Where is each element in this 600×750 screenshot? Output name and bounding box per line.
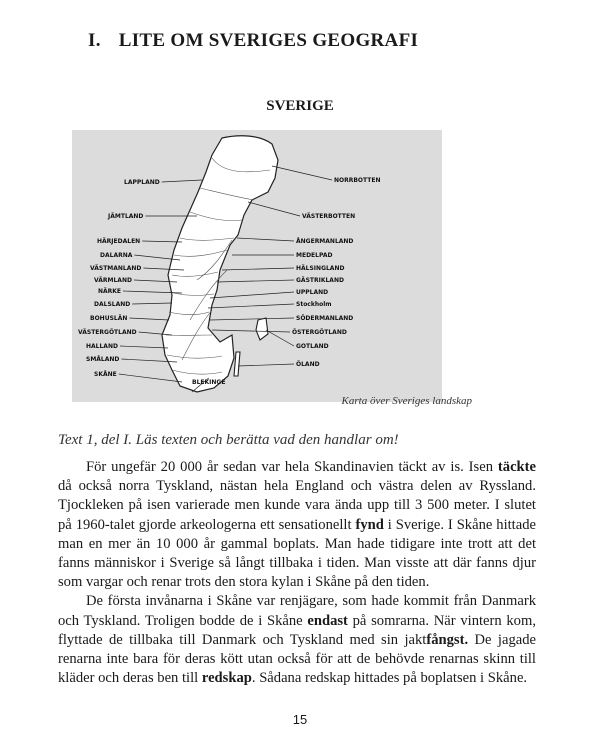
map-label-vasterbotten: VÄSTERBOTTEN — [302, 213, 356, 220]
p2-text-4: . Sådana redskap hittades på boplatsen i Skåne. — [251, 670, 528, 687]
map-label-dalarna: DALARNA — [100, 252, 133, 259]
map-label-lappland: LAPPLAND — [124, 179, 160, 186]
map-leader-skane — [119, 374, 182, 382]
map-caption: Karta över Sveriges landskap — [341, 395, 472, 407]
map-label-halland: HALLAND — [86, 343, 118, 350]
map-leader-vasterbotten — [248, 202, 300, 216]
map-label-gotland: GOTLAND — [296, 343, 329, 350]
map-label-blekinge: BLEKINGE — [192, 379, 226, 386]
map-label-halsingland: HÄLSINGLAND — [296, 265, 345, 272]
paragraph-1 — [58, 458, 536, 592]
p1-text-3: i Sverige. I Skåne hittade man en mer än 10 000 år gammal boplats. Man hade tidigare inte trott att det fanns människor i Sverige så långt tillbaka i tiden. Man visste att där fanns djur som vargar och renar trots den stora kylan i Skåne på den tiden. — [58, 516, 536, 591]
map-label-medelpad: MEDELPAD — [296, 252, 333, 259]
map-label-dalsland: DALSLAND — [94, 301, 131, 308]
map-leader-bohuslan — [129, 318, 169, 320]
map-leader-norrbotten — [272, 166, 332, 180]
sweden-outline — [162, 136, 278, 392]
oland-island — [234, 352, 240, 376]
map-label-ostergotland: ÖSTERGÖTLAND — [292, 329, 347, 336]
chapter-title-text: LITE OM SVERIGES GEOGRAFI — [118, 30, 419, 51]
map-leader-ostergotland — [212, 330, 290, 332]
page-number: 15 — [292, 712, 308, 727]
map-label-skane: SKÅNE — [94, 371, 117, 378]
p1-text-2: då också norra Tyskland, nästan hela England och västra delen av Ryssland. Tjockleken på isen varierade men kunde vara ända upp till 3 500 meter. I slutet på 1960-talet gjorde arkeologerna ett sensationellt — [58, 478, 536, 533]
section-title: SVERIGE — [266, 98, 334, 114]
p2-text-2: på somrarna. När vintern kom, flyttade de tillbaka till Danmark och Tyskland med sin jakt — [58, 612, 536, 648]
map-leader-gastrikland — [217, 280, 294, 282]
map-label-vastmanland: VÄSTMANLAND — [90, 265, 142, 272]
map-leader-halland — [120, 346, 168, 348]
paragraph-2 — [58, 592, 536, 688]
map-label-norrbotten: NORRBOTTEN — [334, 177, 381, 184]
vocab-endast: endast — [307, 612, 348, 629]
chapter-title — [88, 30, 418, 52]
map-label-uppland: UPPLAND — [296, 289, 329, 296]
map-leader-halsingland — [222, 268, 294, 270]
map-label-gastrikland: GÄSTRIKLAND — [296, 277, 344, 284]
map-label-bohuslan: BOHUSLÄN — [90, 315, 128, 322]
p2-text-3: De jagade renarna inte bara för deras kött utan också för att de behövde renarnas skinn till kläder och deras ben till — [58, 631, 536, 687]
map-leader-oland — [238, 364, 294, 366]
map-label-stockholm: Stockholm — [296, 301, 332, 308]
map-label-smaland: SMÅLAND — [86, 356, 120, 363]
map-label-vastergotland: VÄSTERGÖTLAND — [78, 329, 137, 336]
map-label-harjedalen: HÄRJEDALEN — [97, 238, 141, 245]
vocab-fynd: fynd — [355, 516, 384, 533]
p1-text-1: För ungefär 20 000 år sedan var hela Skandinavien täckt av is. Isen — [86, 459, 498, 475]
p2-text-1: De första invånarna i Skåne var renjägare, som hade kommit från Danmark och Tyskland. Troligen bodde de i Skåne — [58, 593, 536, 629]
body-text — [58, 458, 536, 688]
map-leader-uppland — [210, 292, 294, 298]
map-label-sodermanland: SÖDERMANLAND — [296, 315, 354, 322]
map-label-narke: NÄRKE — [98, 288, 122, 295]
vocab-redskap: redskap — [201, 670, 252, 687]
map-leader-dalsland — [132, 303, 172, 304]
map-leader-gotland — [266, 330, 294, 346]
vocab-tackte: täckte — [497, 459, 536, 475]
map-label-oland: ÖLAND — [296, 361, 320, 368]
map-label-jamtland: JÄMTLAND — [108, 213, 144, 220]
map-leader-stockholm — [208, 304, 294, 308]
sweden-map — [72, 130, 442, 402]
task-instruction: Text 1, del I. Läs texten och berätta vad den handlar om! — [58, 432, 399, 448]
map-leader-lappland — [162, 180, 202, 182]
gotland-island — [256, 318, 268, 340]
map-label-angermanland: ÅNGERMANLAND — [296, 238, 354, 245]
map-label-varmland: VÄRMLAND — [94, 277, 132, 284]
sweden-map-drawing — [72, 130, 442, 402]
map-leader-sodermanland — [210, 318, 294, 320]
chapter-number: I. — [88, 30, 101, 51]
vocab-fangst: fångst. — [426, 631, 469, 648]
map-leader-angermanland — [237, 238, 294, 241]
map-leader-harjedalen — [142, 241, 182, 242]
